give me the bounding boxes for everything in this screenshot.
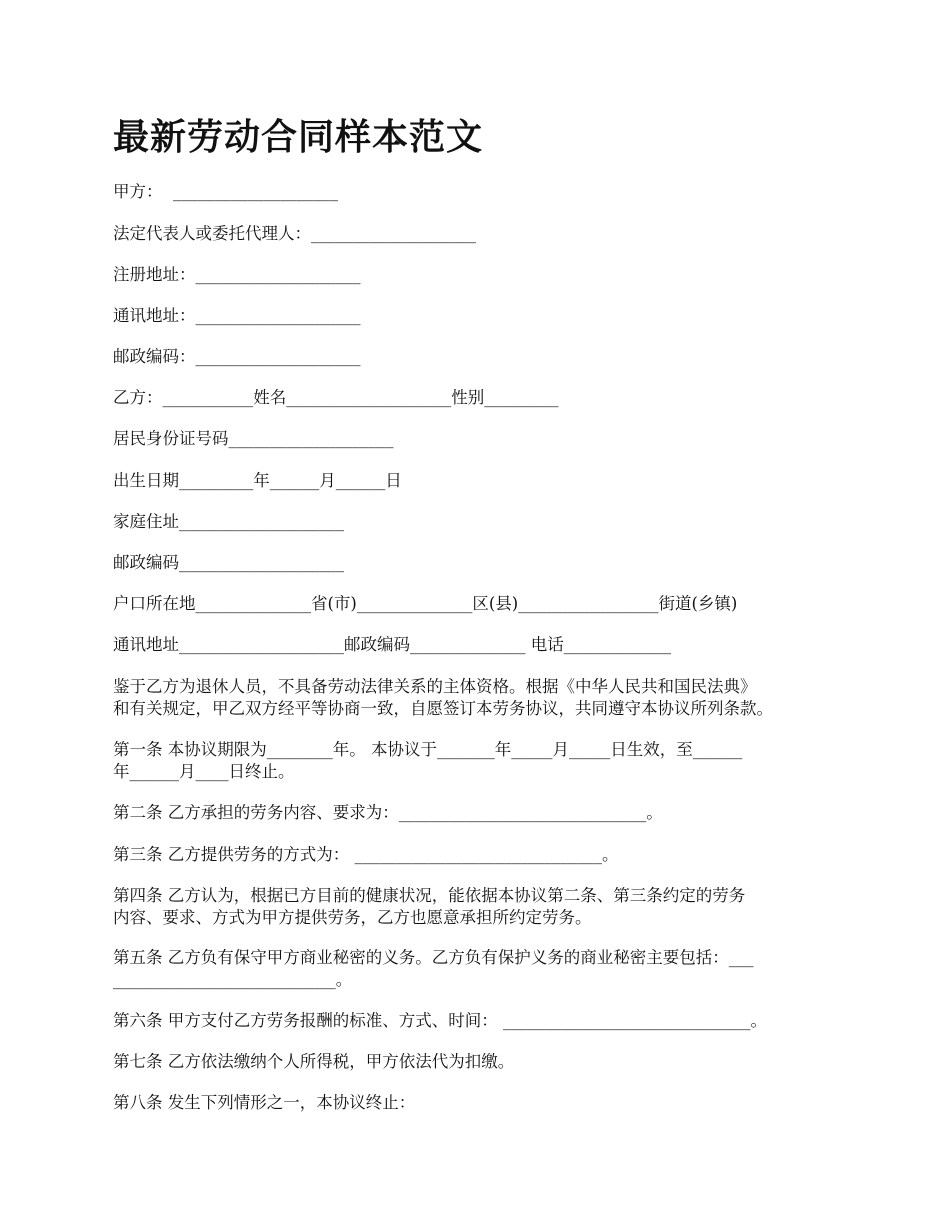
clause-1: 第一条 本协议期限为________年。 本协议于_______年_____月_____日生效，至______ 年______月____日终止。	[113, 740, 743, 781]
clause-preamble: 鉴于乙方为退休人员，不具备劳动法律关系的主体资格。根据《中华人民共和国民法典》 和有关规定，甲乙双方经平等协商一致，自愿签订本劳务协议，共同遵守本协议所列条款。	[113, 677, 773, 718]
field-mailing-address: 通讯地址：____________________	[113, 306, 361, 325]
clause-6: 第六条 甲方支付乙方劳务报酬的标准、方式、时间： ______________________________。	[113, 1011, 767, 1030]
clause-4: 第四条 乙方认为，根据已方目前的健康状况，能依据本协议第二条、第三条约定的劳务 内容、要求、方式为甲方提供劳务，乙方也愿意承担所约定劳务。	[113, 886, 746, 927]
clause-3: 第三条 乙方提供劳务的方式为： ______________________________。	[113, 845, 619, 864]
field-postal-code: 邮政编码：____________________	[113, 347, 361, 366]
clause-5: 第五条 乙方负有保守甲方商业秘密的义务。乙方负有保护义务的商业秘密主要包括：___ ___________________________。	[113, 948, 754, 989]
field-household-registration: 户口所在地______________省(市)______________区(县)_________________街道(乡镇)	[113, 594, 738, 613]
field-birth-date: 出生日期_________年______月______日	[113, 471, 402, 490]
page-title: 最新劳动合同样本范文	[113, 116, 484, 158]
field-id-number: 居民身份证号码____________________	[113, 429, 394, 448]
field-contact-info: 通讯地址____________________邮政编码______________ 电话_____________	[113, 635, 671, 654]
field-party-b: 乙方：___________姓名____________________性别_________	[113, 388, 559, 407]
clause-8: 第八条 发生下列情形之一，本协议终止：	[113, 1093, 416, 1112]
field-legal-representative: 法定代表人或委托代理人：____________________	[113, 224, 476, 243]
clause-7: 第七条 乙方依法缴纳个人所得税，甲方依法代为扣缴。	[113, 1052, 515, 1071]
field-home-address: 家庭住址____________________	[113, 512, 344, 531]
field-registered-address: 注册地址：____________________	[113, 265, 361, 284]
clause-2: 第二条 乙方承担的劳务内容、要求为：______________________________。	[113, 803, 663, 822]
field-party-a: 甲方： ____________________	[113, 182, 338, 201]
field-party-b-postal-code: 邮政编码____________________	[113, 553, 344, 572]
